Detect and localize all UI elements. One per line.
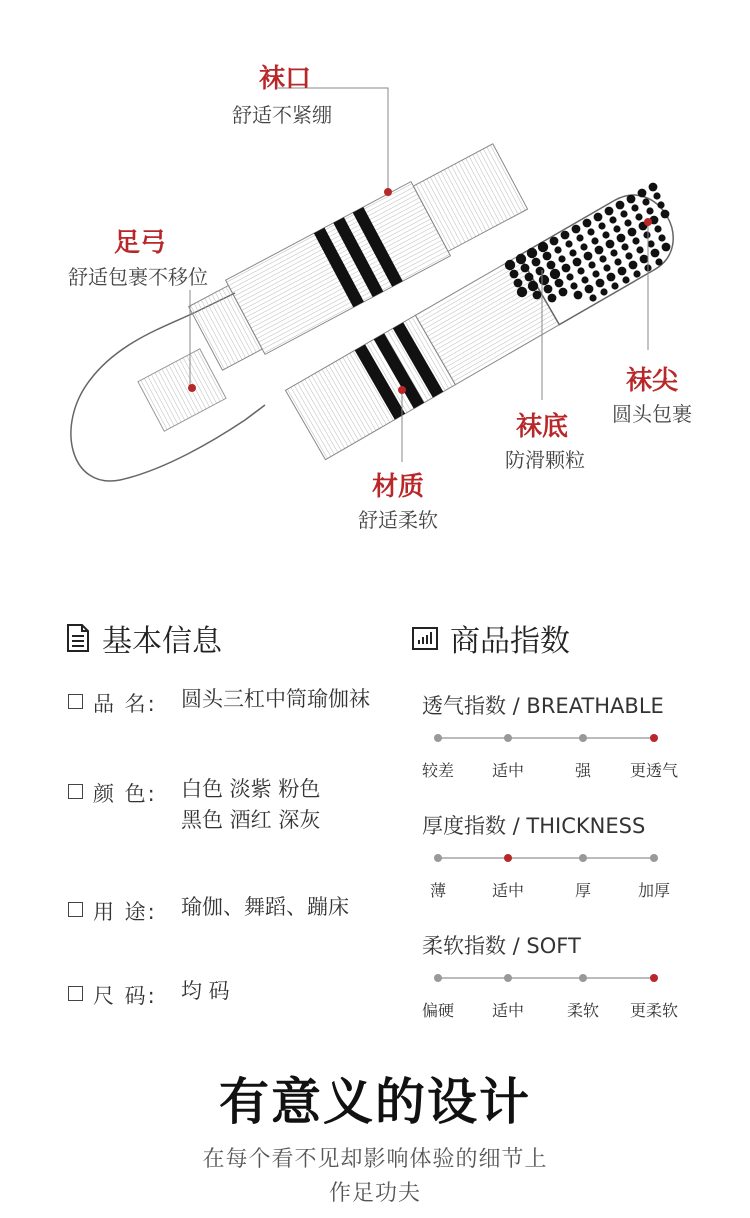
grip-dot [635, 213, 642, 220]
grip-dot [574, 291, 583, 300]
grip-dot [609, 216, 616, 223]
grip-dot [649, 183, 658, 192]
grip-dot [631, 204, 638, 211]
callout-toe-title: 袜尖 [626, 366, 679, 396]
grip-dot [580, 243, 587, 250]
grip-dot [527, 248, 537, 258]
callout-cuff-title: 袜口 [259, 64, 312, 94]
grip-dot [521, 264, 530, 273]
grip-dot [528, 281, 538, 291]
footer-title: 有意义的设计 [219, 1073, 531, 1131]
grip-dot [576, 234, 583, 241]
checkbox-icon [68, 784, 83, 799]
info-value-line1: 白色 淡紫 粉色 [181, 777, 321, 801]
grip-dot [599, 255, 606, 262]
info-row-size [68, 980, 230, 1010]
grip-dot [547, 261, 556, 270]
grip-dot [621, 243, 628, 250]
grip-dot [624, 219, 631, 226]
scale-level-label: 薄 [429, 881, 447, 900]
info-key: 颜 色: [93, 782, 157, 806]
callout-sole-desc: 防滑颗粒 [505, 448, 585, 472]
index-title: 柔软指数 / SOFT [422, 934, 581, 958]
grip-dot [538, 242, 548, 252]
grip-dot [638, 189, 647, 198]
callout-material-desc: 舒适柔软 [358, 508, 438, 532]
grip-dot [583, 219, 592, 228]
checkbox-icon [68, 902, 83, 917]
scale-dot-selected [650, 734, 658, 742]
scale-level-label: 适中 [491, 761, 525, 780]
grip-dot [566, 273, 573, 280]
scale-level-label: 厚 [574, 881, 592, 900]
grip-dot [514, 279, 523, 288]
grip-dot [606, 240, 615, 249]
grip-dot [611, 282, 618, 289]
grip-dot [603, 264, 610, 271]
grip-dot [565, 240, 572, 247]
footer-subtitle-line2: 作足功夫 [328, 1181, 421, 1206]
index-title: 透气指数 / BREATHABLE [422, 694, 664, 718]
grip-dot [543, 252, 552, 261]
grip-dot [594, 213, 603, 222]
info-key: 尺 码: [93, 984, 157, 1008]
grip-dot [661, 210, 670, 219]
grip-dot [558, 255, 565, 262]
grip-dot [516, 254, 526, 264]
grip-dot [587, 228, 594, 235]
grip-dot [517, 287, 527, 297]
callout-toe-desc: 圆头包裹 [612, 402, 692, 426]
grip-dot [646, 207, 653, 214]
grip-dot [554, 246, 561, 253]
grip-dot [577, 267, 584, 274]
grip-dot [620, 210, 627, 217]
info-value: 瑜伽、舞蹈、蹦床 [181, 895, 349, 919]
document-icon [66, 624, 90, 652]
grip-dot [610, 249, 617, 256]
callout-cuff-desc: 舒适不紧绷 [232, 103, 332, 127]
grip-dot [602, 231, 609, 238]
grip-dot [654, 225, 661, 232]
grip-dot [657, 201, 664, 208]
scale-level-label: 较差 [421, 761, 455, 780]
checkbox-icon [68, 694, 83, 709]
grip-dot [618, 267, 627, 276]
info-key: 用 途: [93, 900, 157, 924]
scale-dot [504, 734, 512, 742]
grip-dot [505, 260, 515, 270]
grip-dot [600, 288, 607, 295]
info-row-usage [68, 896, 349, 926]
scale-dot [434, 854, 442, 862]
grip-dot [642, 198, 649, 205]
grip-dot [617, 234, 626, 243]
scale-level-label: 强 [574, 761, 592, 780]
grip-dot [525, 273, 534, 282]
grip-dot [585, 285, 594, 294]
info-row-name [68, 688, 370, 718]
scale-dot-selected [504, 854, 512, 862]
footer-subtitle-line1: 在每个看不见却影响体验的细节上 [202, 1147, 548, 1172]
grip-dot [573, 258, 582, 267]
grip-dot [613, 225, 620, 232]
grip-dot [570, 282, 577, 289]
scale-level-label: 适中 [491, 881, 525, 900]
grip-dot [536, 267, 545, 276]
index-title: 厚度指数 / THICKNESS [422, 814, 646, 838]
grip-dot [596, 279, 605, 288]
grip-dot [632, 237, 639, 244]
index-scale [438, 737, 654, 739]
grip-dot [607, 273, 616, 282]
scale-dot [579, 734, 587, 742]
index-scale [438, 857, 654, 859]
grip-dot [562, 264, 571, 273]
grip-dot [550, 237, 559, 246]
scale-dot [504, 974, 512, 982]
bar-chart-icon [412, 625, 438, 651]
callout-arch-title: 足弓 [114, 228, 167, 258]
grip-dot [572, 225, 581, 234]
scale-level-label: 加厚 [637, 881, 671, 900]
grip-dot [627, 195, 636, 204]
basic-info-title: 基本信息 [102, 624, 222, 659]
info-key: 品 名: [93, 692, 157, 716]
info-value [181, 774, 320, 836]
grip-dot [598, 222, 605, 229]
scale-dot [579, 974, 587, 982]
grip-dot [595, 246, 604, 255]
grip-dot [550, 269, 560, 279]
grip-dot [588, 261, 595, 268]
grip-dot [533, 291, 542, 300]
grip-dot [622, 276, 629, 283]
grip-dot [510, 270, 519, 279]
grip-dot [592, 270, 599, 277]
grip-dot [616, 201, 625, 210]
info-value: 圆头三杠中筒瑜伽袜 [181, 687, 370, 711]
scale-dot-selected [650, 974, 658, 982]
grip-dot [643, 231, 650, 238]
grip-dot [636, 246, 643, 253]
callout-material-title: 材质 [372, 472, 425, 502]
grip-dot [532, 258, 541, 267]
grip-dot [591, 237, 598, 244]
grip-dot [658, 234, 665, 241]
grip-dot [561, 231, 570, 240]
grip-dot [605, 207, 614, 216]
scale-dot [650, 854, 658, 862]
scale-level-label: 柔软 [566, 1001, 600, 1020]
grip-dot [629, 261, 638, 270]
grip-dot [628, 228, 637, 237]
scale-level-label: 适中 [491, 1001, 525, 1020]
scale-dot [434, 734, 442, 742]
scale-level-label: 偏硬 [421, 1001, 455, 1020]
product-index-title: 商品指数 [450, 624, 570, 659]
grip-dot [653, 192, 660, 199]
info-value: 均 码 [181, 979, 230, 1003]
grip-dot [614, 258, 621, 265]
grip-dot [581, 276, 588, 283]
grip-dot [544, 285, 553, 294]
grip-dot [655, 258, 662, 265]
grip-dot [555, 279, 564, 288]
info-value-line2: 黑色 酒红 深灰 [181, 808, 321, 832]
scale-level-label: 更透气 [629, 761, 679, 780]
scale-dot [434, 974, 442, 982]
basic-info-heading [66, 616, 222, 660]
grip-dot [651, 249, 660, 258]
grip-dot [569, 249, 576, 256]
grip-dot [640, 255, 649, 264]
grip-dot [633, 270, 640, 277]
grip-dot [559, 288, 568, 297]
grip-dot [625, 252, 632, 259]
grip-dot [548, 294, 557, 303]
grip-dot [662, 243, 671, 252]
scale-dot [579, 854, 587, 862]
callout-arch-desc: 舒适包裹不移位 [68, 265, 208, 289]
grip-dot [539, 275, 549, 285]
callout-sole-title: 袜底 [516, 412, 569, 442]
checkbox-icon [68, 986, 83, 1001]
scale-level-label: 更柔软 [629, 1001, 679, 1020]
grip-dot [584, 252, 593, 261]
index-scale [438, 977, 654, 979]
grip-dot [589, 294, 596, 301]
product-index-heading [412, 616, 570, 660]
info-row-color [68, 778, 320, 836]
